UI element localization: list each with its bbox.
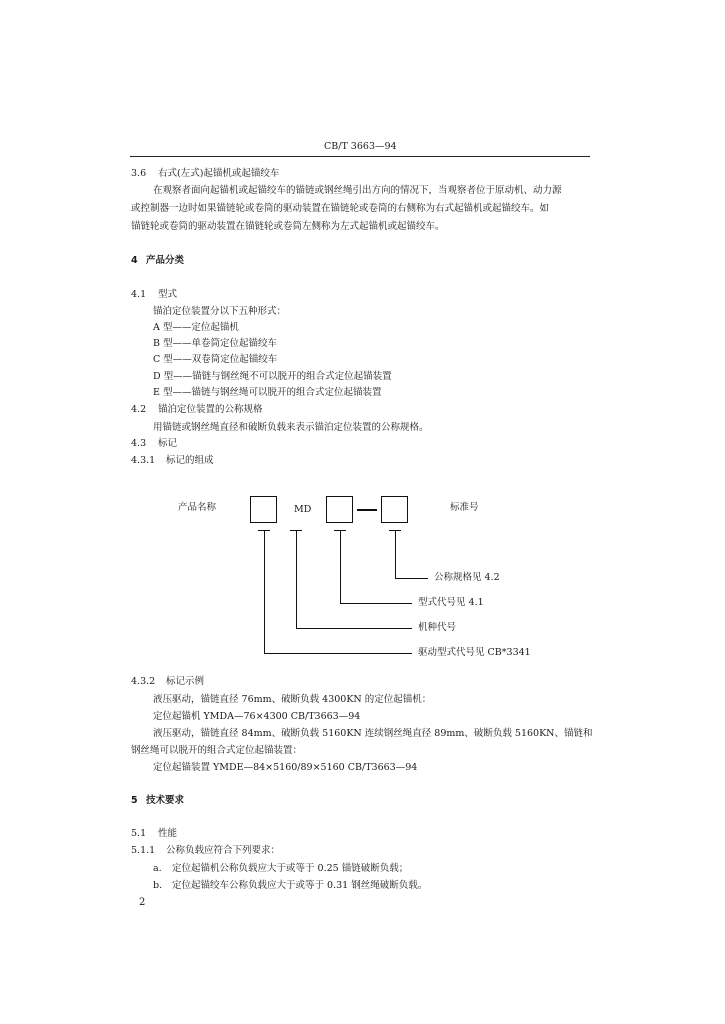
requirement-a-text: 定位起锚机公称负载应大于或等于 0.25 锚链破断负载；: [172, 863, 409, 874]
section-4-number: 4: [131, 255, 138, 266]
example-1-marking: 定位起锚机 YMDA—76×4300 CB/T3663—94: [153, 711, 361, 722]
section-4-3-title: 标记: [158, 438, 178, 449]
document-code-header: CB/T 3663—94: [324, 141, 397, 152]
requirement-b-label: b.: [153, 880, 163, 891]
diagram-md-label: MD: [294, 504, 312, 515]
section-3-6-line-3: 锚链轮或卷筒的驱动装置在锚链轮或卷筒左侧称为左式起锚机或起锚绞车。: [131, 221, 445, 232]
example-2-marking: 定位起锚装置 YMDE—84×5160/89×5160 CB/T3663—94: [153, 762, 418, 773]
type-a-item: A 型——定位起锚机: [153, 322, 239, 333]
section-4-3-1-number: 4.3.1: [131, 455, 156, 466]
page-number: 2: [139, 897, 146, 908]
type-c-item: C 型——双卷筒定位起锚绞车: [153, 354, 278, 365]
callout-type-code: 型式代号见 4.1: [418, 597, 484, 608]
type-d-item: D 型——锚链与钢丝绳不可以脱开的组合式定位起锚装置: [153, 371, 392, 382]
type-code-box: [326, 496, 353, 523]
leader-vertical: [395, 530, 396, 579]
diagram-dash: [357, 509, 377, 511]
type-b-item: B 型——单卷筒定位起锚绞车: [153, 338, 278, 349]
leader-vertical: [340, 530, 341, 604]
section-5-title: 技术要求: [146, 795, 185, 806]
callout-nominal-spec: 公称规格见 4.2: [434, 572, 500, 583]
drive-type-code-box: [250, 496, 277, 523]
diagram-standard-no-label: 标准号: [450, 502, 479, 513]
section-5-1-1-number: 5.1.1: [131, 845, 156, 856]
section-4-2-number: 4.2: [131, 404, 147, 415]
section-4-1-title: 型式: [158, 289, 178, 300]
section-4-1-number: 4.1: [131, 289, 147, 300]
section-4-2-text: 用锚链或钢丝绳直径和破断负载来表示锚泊定位装置的公称规格。: [153, 422, 429, 433]
section-4-2-title: 锚泊定位装置的公称规格: [158, 404, 263, 415]
section-3-6-number: 3.6: [131, 168, 147, 179]
example-2-description-line-2: 钢丝绳可以脱开的组合式定位起锚装置：: [131, 745, 303, 756]
section-3-6-line-2: 或控制器一边时如果锚链轮或卷筒的驱动装置在锚链轮或卷筒的右侧称为右式起锚机或起锚绞车。如: [131, 203, 550, 214]
header-rule: [130, 156, 590, 157]
nominal-spec-box: [381, 496, 408, 523]
section-5-1-1-title: 公称负载应符合下列要求：: [166, 845, 281, 856]
section-3-6-title: 右式(左式)起锚机或起锚绞车: [158, 168, 280, 179]
example-1-description: 液压驱动，锚链直径 76mm、破断负载 4300KN 的定位起锚机：: [153, 694, 432, 705]
leader-horizontal: [395, 578, 428, 579]
requirement-b-text: 定位起锚绞车公称负载应大于或等于 0.31 钢丝绳破断负载。: [172, 880, 428, 891]
type-e-item: E 型——锚链与钢丝绳可以脱开的组合式定位起锚装置: [153, 387, 382, 398]
requirement-a-label: a.: [153, 863, 162, 874]
leader-vertical: [296, 530, 297, 629]
section-5-1-number: 5.1: [131, 828, 147, 839]
leader-horizontal: [296, 628, 412, 629]
section-5-1-title: 性能: [158, 828, 178, 839]
callout-drive-code: 驱动型式代号见 CB*3341: [418, 647, 531, 658]
leader-horizontal: [340, 603, 412, 604]
section-4-3-2-title: 标记示例: [166, 676, 205, 687]
section-5-number: 5: [131, 795, 138, 806]
section-3-6-line-1: 在观察者面向起锚机或起锚绞车的锚链或钢丝绳引出方向的情况下，当观察者位于原动机、动力源: [153, 185, 562, 196]
section-4-3-number: 4.3: [131, 438, 147, 449]
leader-horizontal: [264, 653, 412, 654]
section-4-3-2-number: 4.3.2: [131, 676, 156, 687]
section-4-1-intro: 锚泊定位装置分以下五种形式：: [153, 306, 287, 317]
section-4-3-1-title: 标记的组成: [166, 455, 214, 466]
section-4-title: 产品分类: [146, 255, 185, 266]
leader-vertical: [264, 530, 265, 654]
callout-machine-code: 机种代号: [418, 622, 457, 633]
example-2-description-line-1: 液压驱动，锚链直径 84mm、破断负载 5160KN 连续钢丝绳直径 89mm、破断负载 5160KN、锚链和: [153, 728, 593, 739]
diagram-product-name-label: 产品名称: [178, 502, 217, 513]
